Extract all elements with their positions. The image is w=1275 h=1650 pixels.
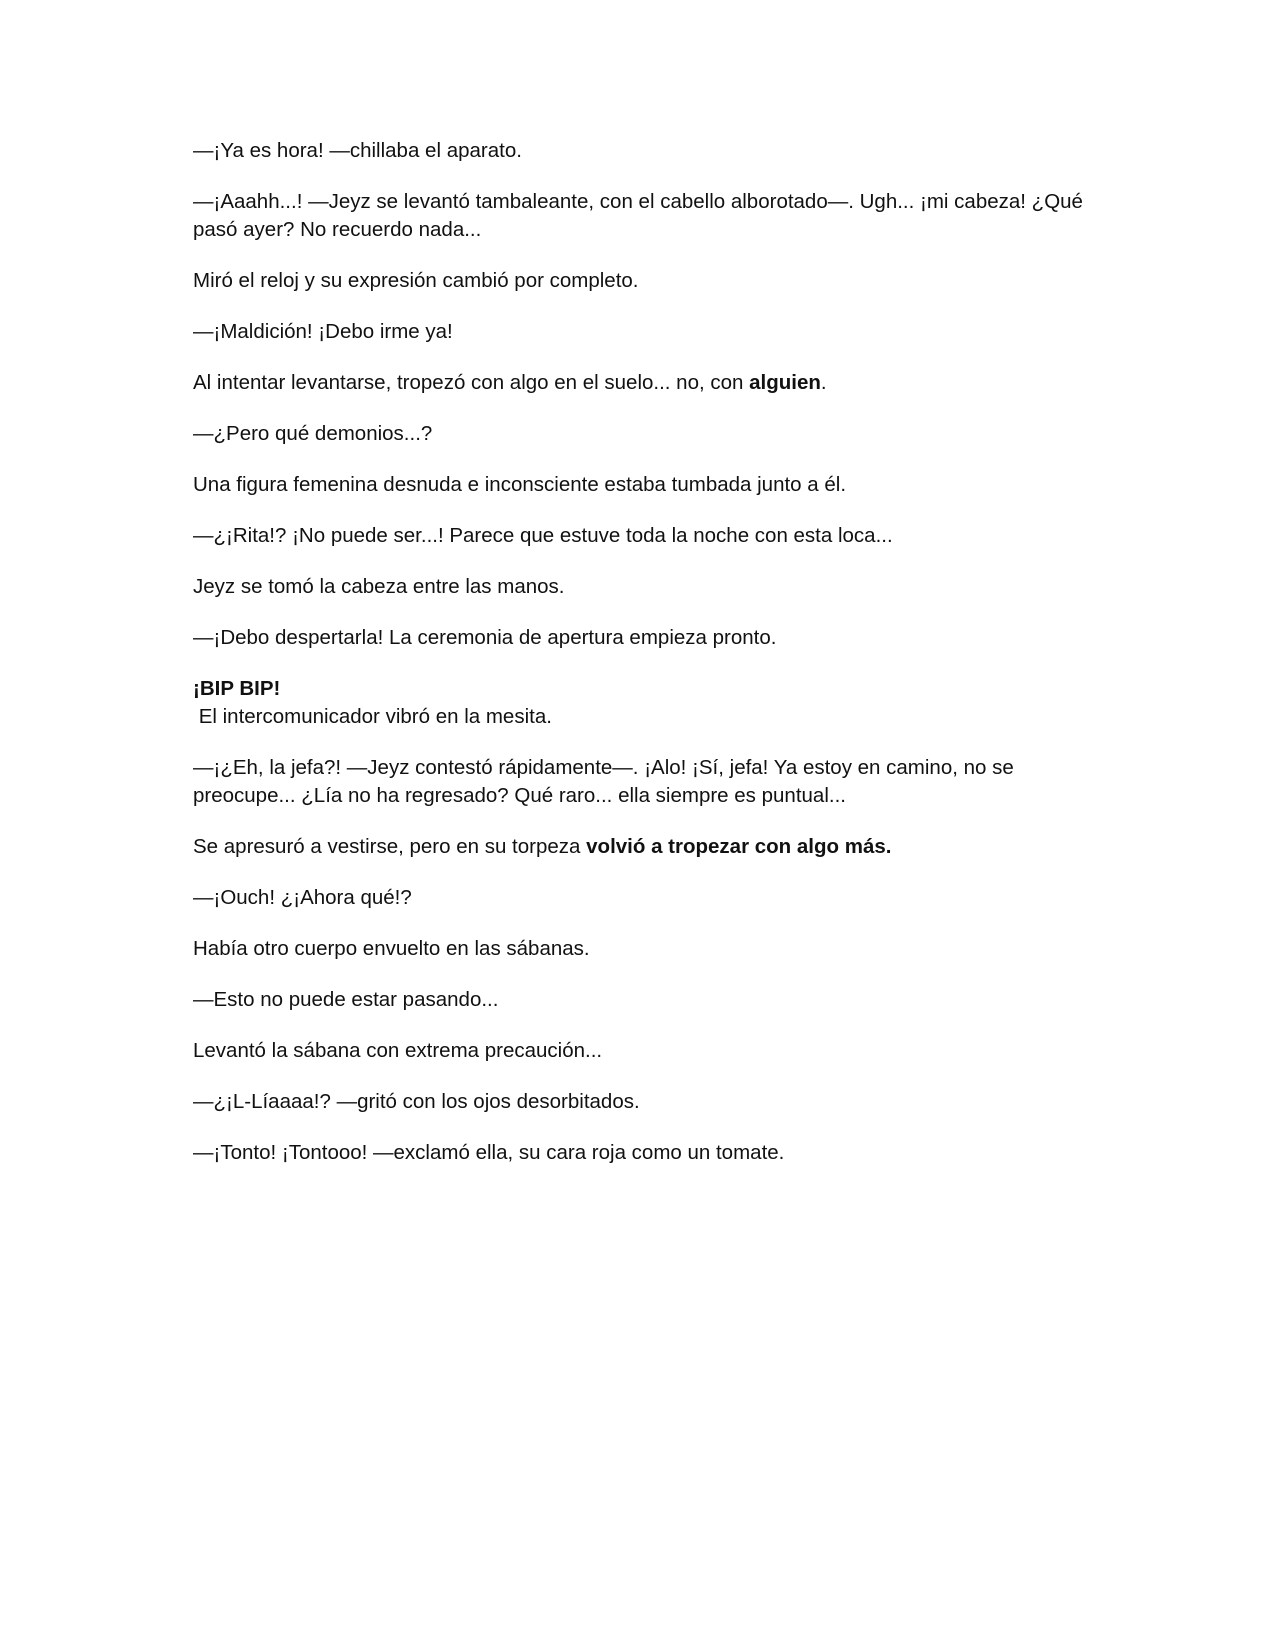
paragraph: [193, 1037, 1093, 1065]
text-run: —¡Maldición! ¡Debo irme ya!: [193, 320, 453, 343]
text-run: —¡Debo despertarla! La ceremonia de apertura empieza pronto.: [193, 626, 777, 649]
paragraph: [193, 188, 1093, 244]
text-run: Al intentar levantarse, tropezó con algo en el suelo... no, con: [193, 371, 750, 394]
paragraph: [193, 624, 1093, 652]
paragraph: [193, 675, 1093, 731]
document-body: [193, 137, 1093, 1190]
text-run: Había otro cuerpo envuelto en las sábanas.: [193, 937, 590, 960]
text-run: Levantó la sábana con extrema precaución...: [193, 1039, 603, 1062]
paragraph: [193, 1139, 1093, 1167]
text-run: Jeyz se tomó la cabeza entre las manos.: [193, 575, 565, 598]
text-run: —¡Aaahh...! —Jeyz se levantó tambaleante, con el cabello alborotado—. Ugh... ¡mi cabeza! ¿Qué pasó ayer? No recuerdo nada...: [193, 190, 1089, 241]
paragraph: [193, 137, 1093, 165]
text-run: —¡Ya es hora! —chillaba el aparato.: [193, 139, 522, 162]
text-run: —¡¿Eh, la jefa?! —Jeyz contestó rápidamente—. ¡Alo! ¡Sí, jefa! Ya estoy en camino, no se preocupe... ¿Lía no ha regresado? Qué raro... ella siempre es puntual...: [193, 756, 1020, 807]
bold-text-run: volvió a tropezar con algo más.: [586, 835, 892, 858]
paragraph: [193, 369, 1093, 397]
paragraph: [193, 754, 1093, 810]
text-run: Una figura femenina desnuda e inconsciente estaba tumbada junto a él.: [193, 473, 847, 496]
text-run: .: [820, 371, 827, 394]
text-run: —Esto no puede estar pasando...: [193, 988, 499, 1011]
paragraph: [193, 573, 1093, 601]
bold-text-run: ¡BIP BIP!: [193, 677, 281, 700]
paragraph: [193, 884, 1093, 912]
text-run: —¡Ouch! ¿¡Ahora qué!?: [193, 886, 412, 909]
text-run: —¿¡Rita!? ¡No puede ser...! Parece que estuve toda la noche con esta loca...: [193, 524, 893, 547]
text-run: —¿¡L-Líaaaa!? —gritó con los ojos desorbitados.: [193, 1090, 640, 1113]
text-run: —¡Tonto! ¡Tontooo! —exclamó ella, su cara roja como un tomate.: [193, 1141, 785, 1164]
text-run: Miró el reloj y su expresión cambió por completo.: [193, 269, 639, 292]
paragraph: [193, 1088, 1093, 1116]
paragraph: [193, 420, 1093, 448]
bold-text-run: alguien: [749, 371, 821, 394]
text-run: El intercomunicador vibró en la mesita.: [198, 705, 552, 728]
paragraph: [193, 986, 1093, 1014]
text-run: —¿Pero qué demonios...?: [193, 422, 433, 445]
paragraph: [193, 935, 1093, 963]
paragraph: [193, 522, 1093, 550]
paragraph: [193, 267, 1093, 295]
text-run: Se apresuró a vestirse, pero en su torpeza: [193, 835, 587, 858]
paragraph: [193, 318, 1093, 346]
paragraph: [193, 833, 1093, 861]
paragraph: [193, 471, 1093, 499]
